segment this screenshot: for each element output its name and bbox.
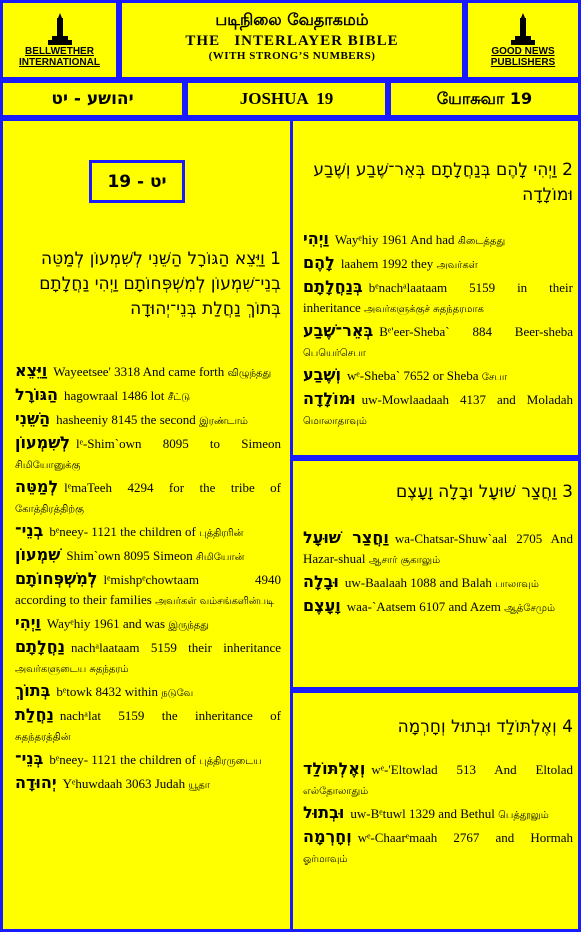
- hebrew-word: הַשֵּׁנִי: [15, 409, 51, 428]
- verse-4-title: 4 וְאֶלְתּוֹלַד וּבְתוּל וְחָרְמָה: [397, 717, 573, 737]
- gloss-text: lᵉmishpᵉchowtaam 4940 according to their families: [15, 572, 281, 607]
- verse-2-title: 2 וַיְהִי לָהֶם בְּנַחֲלָתָם בְּאֵר־שֶׁבַע וְשֶׁבַע וּמוֹלָדָה: [313, 160, 573, 205]
- verse-label-box: יט - 19: [89, 160, 185, 203]
- tamil-gloss: கிடைத்தது: [457, 236, 506, 247]
- gloss-text: lᵉmaTeeh 4294 for the tribe of: [64, 480, 281, 495]
- hebrew-word: בְנֵי־: [15, 521, 44, 540]
- gloss-text: Yᵉhuwdaah 3063 Judah: [62, 776, 186, 791]
- hebrew-word: לָהֶם: [303, 253, 335, 272]
- tamil-gloss: இருந்தது: [168, 620, 209, 631]
- word-entry: [303, 803, 573, 826]
- tamil-gloss: புத்திரருடைய: [199, 756, 262, 767]
- hebrew-word: נַחֲלָתָם: [15, 637, 65, 656]
- tamil-gloss: அவர்கள் வம்சங்களின்படி: [155, 596, 275, 607]
- tamil-gloss: கோத்திரத்திற்கு: [15, 504, 84, 515]
- hebrew-word: לְמַטֵּה: [15, 477, 59, 496]
- tamil-gloss: மொலாதாவும்: [303, 416, 367, 427]
- gloss-text: laahem 1992 they: [340, 256, 434, 271]
- verse-4-entries: [303, 759, 573, 871]
- hebrew-word: וְשֶׁבַע: [303, 365, 342, 384]
- verse-3-title: 3 וַחֲצַר שׁוּעָל וּבָלָה וָעָצֶם: [395, 482, 573, 502]
- word-entry: [15, 569, 281, 612]
- hebrew-word: בְּנַחֲלָתָם: [303, 277, 363, 296]
- logo-text: GOOD NEWS PUBLISHERS: [490, 46, 556, 68]
- word-entry: [15, 477, 281, 520]
- good-news-logo: [465, 0, 581, 80]
- word-entry: [15, 361, 281, 384]
- tamil-title: படிநிலை வேதாகமம்: [215, 10, 369, 29]
- word-entry: [15, 749, 281, 772]
- word-entry: [303, 528, 573, 571]
- gloss-text: wa-Chatsar-Shuw`aal 2705 And Hazar-shual: [303, 531, 573, 566]
- word-entry: [15, 521, 281, 544]
- word-entry: [15, 773, 281, 796]
- chapter-hebrew: יהושע - יט: [0, 80, 185, 118]
- tamil-gloss: பெத்தூலும்: [498, 810, 549, 821]
- gloss-text: Wayᵉhiy 1961 and was: [46, 616, 166, 631]
- word-entry: [303, 321, 573, 364]
- hebrew-word: וַיְהִי: [15, 613, 41, 632]
- tamil-gloss: எல்தோலாதும்: [303, 786, 369, 797]
- gloss-text: bᵉnachᵃlaataam 5159 in their inheritance: [303, 280, 573, 315]
- word-entry: [303, 365, 573, 388]
- tamil-gloss: சிமியோன்: [196, 552, 245, 563]
- tamil-gloss: அவர்கள்: [436, 260, 478, 271]
- gloss-text: Wayᵉhiy 1961 And had: [334, 232, 455, 247]
- verse-2-entries: [303, 229, 573, 433]
- tamil-gloss: யூதா: [188, 780, 210, 791]
- tamil-gloss: சீட்டு: [167, 392, 190, 403]
- word-entry: [15, 613, 281, 636]
- tamil-gloss: ஓர்மாவும்: [303, 854, 348, 865]
- verse-4-section: [290, 690, 581, 932]
- word-entry: [15, 637, 281, 680]
- hebrew-word: וּבָלָה: [303, 572, 339, 591]
- hebrew-word: וָעָצֶם: [303, 596, 341, 615]
- tamil-gloss: பாலாவும்: [495, 579, 539, 590]
- gloss-text: Bᵉ'eer-Sheba` 884 Beer-sheba: [379, 324, 573, 339]
- hebrew-word: וַיְהִי: [303, 229, 329, 248]
- tamil-gloss: விழுந்தது: [227, 368, 272, 379]
- tamil-gloss: பெயெர்செபா: [303, 348, 366, 359]
- gloss-text: nachᵃlaataam 5159 their inheritance: [71, 640, 281, 655]
- tamil-gloss: சிமியோனுக்கு: [15, 460, 81, 471]
- gloss-text: Shim`own 8095 Simeon: [66, 548, 193, 563]
- tamil-gloss: சுதந்தரத்தின்: [15, 732, 71, 743]
- word-entry: [15, 385, 281, 408]
- hebrew-word: יְהוּדָה: [15, 773, 57, 792]
- word-entry: [303, 253, 573, 276]
- hebrew-word: בְּאֵר־שֶׁבַע: [303, 321, 374, 340]
- hebrew-word: לְשִׁמְעוֹן: [15, 433, 71, 452]
- page-subtitle: (WITH STRONG’S NUMBERS): [208, 50, 376, 62]
- word-entry: [15, 681, 281, 704]
- word-entry: [303, 759, 573, 802]
- gloss-text: Wayeetsee' 3318 And came forth: [53, 364, 225, 379]
- tamil-gloss: அவர்களுடைய சுதந்தரம்: [15, 664, 129, 675]
- chapter-english: JOSHUA 19: [185, 80, 388, 118]
- gloss-text: wᵉ-Sheba` 7652 or Sheba: [347, 368, 479, 383]
- hebrew-word: נַחֲלַת: [15, 705, 54, 724]
- word-entry: [303, 277, 573, 320]
- hebrew-word: וְחָרְמָה: [303, 827, 352, 846]
- hebrew-word: וְאֶלְתּוֹלַד: [303, 759, 366, 778]
- word-entry: [303, 596, 573, 619]
- verse-1-title: 1 וַיֵּצֵא הַגּוֹרָל הַשֵּׁנִי לְשִׁמְעוֹן לְמַטֵּה בְנֵי־שִׁמְעוֹן לְמִשְׁפְּחוֹתָם וַיְהִי נַחֲלָתָם בְּתוֹךְ נַחֲלַת בְּנֵי־יְהוּדָה: [39, 249, 281, 319]
- verse-3-section: [290, 458, 581, 690]
- gloss-text: uw-Mowlaadaah 4137 and Moladah: [361, 392, 573, 407]
- word-entry: [15, 433, 281, 476]
- gloss-text: uw-Bᵉtuwl 1329 and Bethul: [350, 806, 495, 821]
- gloss-text: uw-Baalaah 1088 and Balah: [344, 575, 492, 590]
- verse-1-entries: [15, 361, 281, 797]
- gloss-text: bᵉneey- 1121 the children of: [49, 524, 196, 539]
- logo-text: BELLWETHER INTERNATIONAL: [19, 46, 100, 68]
- chapter-tamil: யோசுவா 19: [388, 80, 581, 118]
- hebrew-word: וּמוֹלָדָה: [303, 389, 356, 408]
- word-entry: [15, 705, 281, 748]
- gloss-text: waa-`Aatsem 6107 and Azem: [346, 599, 501, 614]
- word-entry: [303, 827, 573, 870]
- verse-3-entries: [303, 528, 573, 620]
- gloss-text: hasheeniy 8145 the second: [56, 412, 196, 427]
- page-title: THE INTERLAYER BIBLE: [185, 33, 399, 49]
- gloss-text: wᵉ-Chaarᵉmaah 2767 and Hormah: [357, 830, 573, 845]
- monument-icon: [508, 12, 538, 46]
- word-entry: [303, 389, 573, 432]
- word-entry: [15, 409, 281, 432]
- hebrew-word: וַיֵּצֵא: [15, 361, 48, 380]
- hebrew-word: וַחֲצַר שׁוּעָל: [303, 528, 389, 547]
- word-entry: [303, 229, 573, 252]
- tamil-gloss: சேபா: [481, 372, 508, 383]
- tamil-gloss: புத்திரரின்: [199, 528, 244, 539]
- hebrew-word: לְמִשְׁפְּחוֹתָם: [15, 569, 98, 588]
- tamil-gloss: ஆத்சேமும்: [504, 603, 556, 614]
- gloss-text: lᵉ-Shim`own 8095 to Simeon: [76, 436, 281, 451]
- word-entry: [15, 545, 281, 568]
- title-block: [119, 0, 465, 80]
- monument-icon: [45, 12, 75, 46]
- hebrew-word: בְּנֵי־: [15, 749, 44, 768]
- gloss-text: wᵉ-'Eltowlad 513 And Eltolad: [371, 762, 573, 777]
- gloss-text: hagowraal 1486 lot: [63, 388, 165, 403]
- left-column: [0, 118, 293, 932]
- bellwether-logo: [0, 0, 119, 80]
- tamil-gloss: அவர்களுக்குச் சுதந்தரமாக: [364, 304, 484, 315]
- tamil-gloss: இரண்டாம்: [199, 416, 248, 427]
- tamil-gloss: நடுவே: [161, 688, 194, 699]
- hebrew-word: הַגּוֹרָל: [15, 385, 58, 404]
- hebrew-word: וּבְתוּל: [303, 803, 345, 822]
- hebrew-word: שִׁמְעוֹן: [15, 545, 61, 564]
- word-entry: [303, 572, 573, 595]
- gloss-text: bᵉneey- 1121 the children of: [49, 752, 196, 767]
- gloss-text: nachᵃlat 5159 the inheritance of: [59, 708, 281, 723]
- verse-2-section: [290, 118, 581, 458]
- tamil-gloss: ஆசார் சூகாலும்: [368, 555, 441, 566]
- hebrew-word: בְּתוֹךְ: [15, 681, 51, 700]
- gloss-text: bᵉtowk 8432 within: [56, 684, 158, 699]
